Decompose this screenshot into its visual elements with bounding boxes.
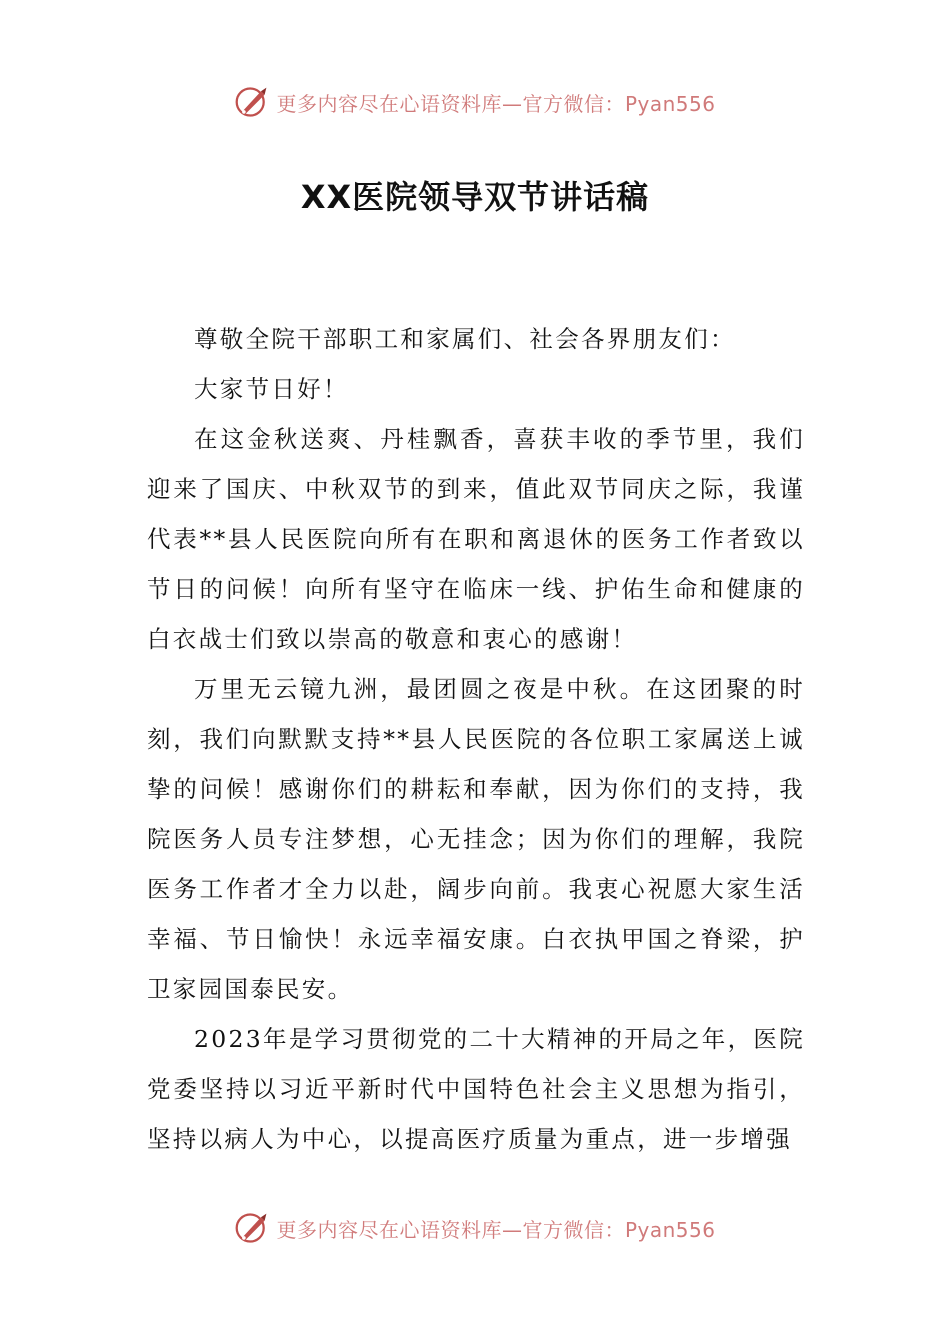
pen-logo-icon [234,84,270,120]
watermark-text: 更多内容尽在心语资料库—官方微信：Pyan556 [276,91,716,116]
pen-logo-icon [234,1210,270,1246]
document-title: XX医院领导双节讲话稿 [300,178,650,216]
paragraph: 2023年是学习贯彻党的二十大精神的开局之年，医院党委坚持以习近平新时代中国特色社会主义思想为指引，坚持以病人为中心，以提高医疗质量为重点，进一步增强 [147,1025,805,1153]
header-watermark [0,84,950,120]
paragraph-greeting: 大家节日好！ [194,375,349,403]
document-body [147,314,805,1164]
paragraph: 在这金秋送爽、丹桂飘香，喜获丰收的季节里，我们迎来了国庆、中秋双节的到来，值此双节同庆之际，我谨代表**县人民医院向所有在职和离退休的医务工作者致以节日的问候！向所有坚守在临床一线、护佑生命和健康的白衣战士们致以崇高的敬意和衷心的感谢！ [147,425,805,653]
paragraph-salutation: 尊敬全院干部职工和家属们、社会各界朋友们： [194,325,736,353]
footer-watermark [0,1210,950,1246]
paragraph: 万里无云镜九洲，最团圆之夜是中秋。在这团聚的时刻，我们向默默支持**县人民医院的各位职工家属送上诚挚的问候！感谢你们的耕耘和奉献，因为你们的支持，我院医务人员专注梦想，心无挂念；因为你们的理解，我院医务工作者才全力以赴，阔步向前。我衷心祝愿大家生活幸福、节日愉快！永远幸福安康。白衣执甲国之脊梁，护卫家园国泰民安。 [147,675,805,1003]
watermark-text: 更多内容尽在心语资料库—官方微信：Pyan556 [276,1217,716,1242]
